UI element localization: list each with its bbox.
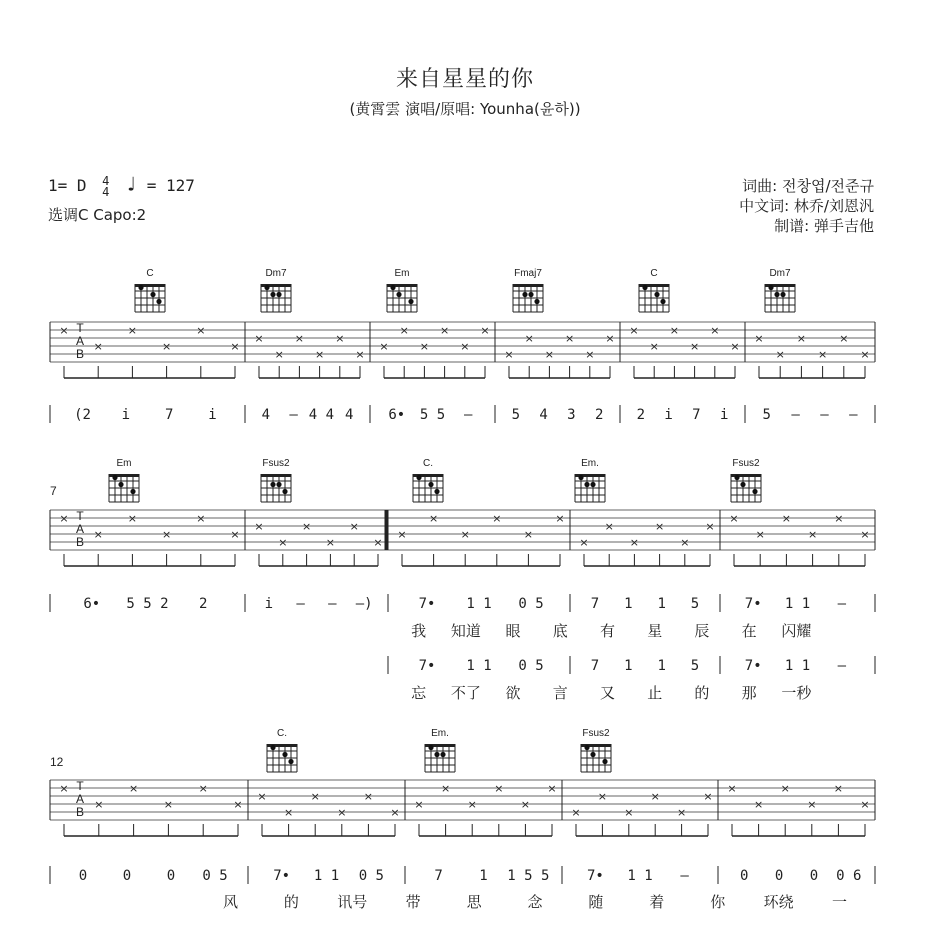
sys3-line1-lyric: 讯号 — [337, 893, 368, 911]
tab-note-x: × — [233, 798, 243, 811]
tab-note-x: × — [335, 332, 345, 345]
tab-note-x: × — [161, 340, 172, 353]
chord-diagram-20 — [267, 728, 297, 772]
chord-diagram-3 — [513, 268, 543, 312]
sys1-jianpu-note: 7 — [164, 407, 174, 423]
chord-diagram-0 — [135, 268, 165, 312]
tab-note-x: × — [605, 332, 615, 345]
tab-note-x: × — [301, 520, 312, 533]
tempo-value: = 127 — [146, 176, 195, 195]
tab-note-x: × — [649, 340, 659, 353]
chord-finger-dot — [654, 292, 659, 297]
tab-note-x: × — [520, 798, 531, 811]
tab-note-x: × — [440, 782, 451, 795]
tab-note-x: × — [781, 512, 792, 525]
sys1-jianpu-note: i — [121, 407, 131, 423]
sys2-line2-lyric: 一秒 — [781, 684, 812, 702]
chord-diagram-14 — [731, 458, 761, 502]
sys2-line1-lyric: 有 — [599, 622, 616, 640]
tab-note-x: × — [834, 512, 844, 525]
sys2-b-jianpu-note: – — [837, 658, 847, 674]
tab-note-x: × — [349, 520, 359, 533]
tab-note-x: × — [650, 790, 660, 803]
chord-finger-dot — [434, 489, 439, 494]
sys2-jianpu-note: 2 — [198, 596, 208, 612]
tab-note-x: × — [689, 340, 700, 353]
tab-note-x: × — [504, 348, 514, 361]
chord-name: Em. — [431, 728, 449, 739]
chord-name: Em — [394, 268, 410, 279]
tab-clef-letter: T — [76, 779, 84, 793]
sys3-jianpu-note: 0 — [739, 868, 749, 884]
tab-note-x: × — [669, 324, 680, 337]
tab-note-x: × — [807, 798, 817, 811]
sys1-jianpu-note: 4 — [344, 407, 354, 423]
sys2-b-jianpu-note: 7• — [418, 658, 436, 674]
tab-note-x: × — [230, 340, 240, 353]
sys3-line1-lyric: 环绕 — [763, 893, 794, 911]
tab-note-x: × — [254, 520, 264, 533]
sys3-jianpu-note: 7 — [434, 868, 443, 884]
sys3-tab-staff — [50, 779, 875, 836]
time-top: 4 — [102, 173, 110, 188]
sys1-jianpu-note: 5 5 — [419, 407, 446, 423]
chord-finger-dot — [390, 285, 395, 290]
chord-finger-dot — [428, 482, 433, 487]
tab-note-x: × — [254, 332, 264, 345]
tab-note-x: × — [654, 520, 665, 533]
sys2-jianpu-note: 5 5 2 — [126, 596, 169, 612]
sys2-jianpu-note: 1 — [657, 596, 666, 612]
chord-finger-dot — [264, 285, 269, 290]
tab-note-x: × — [754, 332, 764, 345]
chord-finger-dot — [276, 292, 281, 297]
tab-note-x: × — [460, 528, 470, 541]
sys2-line1-lyric: 我 — [411, 622, 427, 640]
tab-note-x: × — [373, 536, 383, 549]
sys2-tab-staff — [50, 509, 875, 566]
sys1-jianpu-note: – — [820, 407, 829, 423]
sys2-line2-lyric: 的 — [694, 684, 710, 702]
tab-note-x: × — [727, 782, 737, 795]
tab-note-x: × — [796, 332, 807, 345]
tab-note-x: × — [597, 790, 608, 803]
chord-finger-dot — [584, 482, 589, 487]
sys2-b-jianpu-note: 1 1 — [784, 658, 811, 674]
sys1-jianpu-note: 3 — [567, 407, 576, 423]
sys2-line2-lyric: 那 — [741, 684, 757, 702]
tab-note-x: × — [564, 332, 575, 345]
sys3-jianpu-note: 0 — [78, 868, 88, 884]
tab-note-x: × — [579, 536, 589, 549]
sys2-line2-lyric: 欲 — [505, 684, 521, 702]
chord-diagram-12 — [413, 458, 443, 502]
chord-name: Fsus2 — [582, 728, 610, 739]
tab-note-x: × — [59, 782, 69, 795]
tab-note-x: × — [163, 798, 174, 811]
quarter-note-icon: ♩ — [125, 172, 138, 196]
sys2-b-jianpu-note: 7• — [744, 658, 762, 674]
sys3-line1-lyric: 风 — [222, 893, 238, 911]
tab-note-x: × — [604, 520, 614, 533]
tab-note-x: × — [325, 536, 336, 549]
chord-diagram-21 — [425, 728, 455, 772]
tab-note-x: × — [860, 348, 870, 361]
sys1-jianpu-note: 2 — [636, 407, 646, 423]
sys2-jianpu-note: 0 5 — [518, 596, 544, 612]
tab-note-x: × — [817, 348, 828, 361]
tab-note-x: × — [128, 782, 139, 795]
chord-finger-dot — [270, 745, 275, 750]
sys2-jianpu-note: 1 1 — [466, 596, 492, 612]
chord-finger-dot — [528, 292, 533, 297]
chord-finger-dot — [584, 745, 589, 750]
tab-note-x: × — [833, 782, 844, 795]
sys3-jianpu-note: 1 5 5 — [507, 868, 550, 884]
sys3-jianpu-note: 7• — [586, 868, 604, 884]
sys1-jianpu-note: i — [664, 407, 673, 423]
tab-note-x: × — [127, 512, 138, 525]
chord-finger-dot — [130, 489, 135, 494]
tab-note-x: × — [460, 340, 470, 353]
tab-note-x: × — [59, 512, 69, 525]
tab-note-x: × — [703, 790, 713, 803]
chord-finger-dot — [522, 292, 527, 297]
chord-diagram-4 — [639, 268, 669, 312]
chord-diagram-13 — [575, 458, 605, 502]
sys2-b-jianpu-note: 1 1 — [466, 658, 492, 674]
tab-note-x: × — [523, 528, 534, 541]
chord-name: C. — [423, 458, 433, 469]
tab-note-x: × — [274, 348, 284, 361]
sys2-line1-lyric: 眼 — [505, 622, 521, 640]
sys2-line2-lyric: 止 — [647, 684, 663, 702]
tab-note-x: × — [729, 512, 739, 525]
sys1-jianpu-note: 4 — [261, 407, 271, 423]
tab-note-x: × — [860, 528, 870, 541]
tab-note-x: × — [283, 806, 294, 819]
tab-note-x: × — [492, 512, 502, 525]
tab-note-x: × — [363, 790, 374, 803]
capo-info: 选调C Capo:2 — [48, 206, 147, 224]
chord-finger-dot — [602, 759, 607, 764]
key-signature: 1= D — [48, 176, 87, 195]
tab-note-x: × — [710, 324, 720, 337]
tab-note-x: × — [439, 324, 450, 337]
time-bottom: 4 — [102, 184, 110, 199]
sys3-jianpu-note: 0 6 — [836, 868, 862, 884]
chord-finger-dot — [282, 489, 287, 494]
tab-note-x: × — [399, 324, 409, 337]
sys1-jianpu-note: – — [791, 407, 800, 423]
tab-note-x: × — [753, 798, 764, 811]
sys2-line1-lyric: 辰 — [694, 622, 710, 640]
chord-finger-dot — [734, 475, 739, 480]
chord-diagram-2 — [387, 268, 417, 312]
chord-diagram-11 — [261, 458, 291, 502]
credit-chinese-lyrics: 中文词: 林乔/刘恩汎 — [739, 197, 874, 215]
sys3-jianpu-note: 0 5 — [358, 868, 385, 884]
measure-number-12: 12 — [50, 755, 64, 769]
chord-nut — [513, 284, 543, 287]
tab-note-x: × — [428, 512, 439, 525]
tab-note-x: × — [480, 324, 490, 337]
tab-note-x: × — [93, 340, 103, 353]
sys2-b-jianpu-note: 7 — [590, 658, 600, 674]
chord-diagram-10 — [109, 458, 139, 502]
sys3-line1-lyric: 你 — [710, 893, 726, 911]
tab-note-x: × — [196, 512, 206, 525]
tab-note-x: × — [629, 324, 639, 337]
tab-clef-letter: A — [75, 792, 85, 806]
chord-finger-dot — [578, 475, 583, 480]
chord-diagram-5 — [765, 268, 795, 312]
sys3-jianpu-note: 0 — [774, 868, 784, 884]
sys2-jianpu-note: 7• — [744, 596, 762, 612]
sys1-jianpu-note: – — [289, 407, 298, 423]
tab-note-x: × — [839, 332, 849, 345]
sys1-jianpu-note: 4 4 — [308, 407, 335, 423]
sys3-line1-lyric: 的 — [283, 893, 299, 911]
chord-finger-dot — [590, 752, 595, 757]
sys1-jianpu-note: i — [208, 407, 217, 423]
tab-note-x: × — [161, 528, 172, 541]
tab-clef-letter: B — [75, 535, 85, 549]
sys1-jianpu-note: 5 — [511, 407, 521, 423]
sys3-jianpu-note: 0 — [809, 868, 819, 884]
sys3-jianpu-note: 0 — [166, 868, 176, 884]
tab-clef-letter: T — [76, 509, 84, 523]
chord-name: Dm7 — [265, 268, 287, 279]
tab-note-x: × — [680, 536, 690, 549]
tab-note-x: × — [294, 332, 305, 345]
chord-finger-dot — [282, 752, 287, 757]
sys3-line1-lyric: 一 — [832, 893, 848, 911]
chord-finger-dot — [428, 745, 433, 750]
sys3-jianpu-note: 7• — [273, 868, 291, 884]
chord-finger-dot — [288, 759, 293, 764]
chord-finger-dot — [768, 285, 773, 290]
sys2-jianpu-note: – — [837, 596, 847, 612]
sys1-jianpu-note: 7 — [692, 407, 701, 423]
tab-note-x: × — [494, 782, 504, 795]
tab-note-x: × — [705, 520, 715, 533]
sys2-line2-lyric: 不了 — [450, 684, 481, 702]
tab-note-x: × — [544, 348, 555, 361]
sys2-line1-lyric: 闪耀 — [781, 622, 812, 640]
sys3-line1-lyric: 念 — [527, 893, 543, 911]
sys1-tab-staff — [50, 321, 875, 378]
chord-name: Em. — [581, 458, 599, 469]
sys2-jianpu-note: – — [296, 596, 305, 612]
tab-note-x: × — [355, 348, 365, 361]
sys3-jianpu-note: 0 5 — [202, 868, 228, 884]
sys2-jianpu-note: 7 — [590, 596, 600, 612]
tab-note-x: × — [196, 324, 206, 337]
chord-finger-dot — [416, 475, 421, 480]
tab-note-x: × — [524, 332, 534, 345]
chord-finger-dot — [774, 292, 779, 297]
tab-note-x: × — [585, 348, 595, 361]
credit-lyrics-music: 词曲: 전창엽/전준규 — [742, 177, 874, 195]
chord-name: Dm7 — [769, 268, 791, 279]
tab-note-x: × — [676, 806, 687, 819]
song-subtitle: (黄霄雲 演唱/原唱: Younha(윤하)) — [349, 100, 581, 118]
sys3-jianpu-note: – — [680, 868, 689, 884]
sys1-jianpu-note: i — [719, 407, 729, 423]
sys2-line1-lyric: 底 — [552, 622, 568, 640]
sys2-jianpu-note: 6• — [83, 596, 101, 612]
chord-diagram-1 — [261, 268, 291, 312]
chord-finger-dot — [534, 299, 539, 304]
chord-diagram-22 — [581, 728, 611, 772]
sys1-jianpu-note: (2 — [74, 407, 91, 423]
tab-note-x: × — [555, 512, 565, 525]
chord-finger-dot — [270, 292, 275, 297]
tab-clef-letter: A — [75, 334, 85, 348]
sys3-jianpu-note: 1 1 — [313, 868, 340, 884]
chord-name: Fmaj7 — [514, 268, 542, 279]
chord-finger-dot — [118, 482, 123, 487]
chord-finger-dot — [396, 292, 401, 297]
sys2-line1-lyric: 星 — [647, 622, 663, 640]
tab-note-x: × — [94, 798, 104, 811]
chord-name: Fsus2 — [262, 458, 290, 469]
chord-name: C — [146, 268, 154, 279]
tab-note-x: × — [780, 782, 790, 795]
sys2-b-jianpu-note: 1 — [657, 658, 666, 674]
chord-finger-dot — [150, 292, 155, 297]
tab-note-x: × — [547, 782, 557, 795]
sys3-jianpu-note: 1 — [479, 868, 488, 884]
chord-name: C. — [277, 728, 287, 739]
sys3-jianpu-note: 0 — [122, 868, 132, 884]
sys1-jianpu-note: – — [849, 407, 858, 423]
tab-note-x: × — [571, 806, 581, 819]
chord-finger-dot — [660, 299, 665, 304]
sys2-b-jianpu-note: 0 5 — [518, 658, 544, 674]
sys2-line1-lyric: 在 — [741, 622, 757, 640]
tab-note-x: × — [775, 348, 785, 361]
tab-note-x: × — [629, 536, 640, 549]
tab-clef-letter: B — [75, 805, 85, 819]
sys2-line2-lyric: 又 — [599, 684, 616, 702]
tab-note-x: × — [467, 798, 477, 811]
tab-clef-letter: B — [75, 347, 85, 361]
chord-finger-dot — [434, 752, 439, 757]
sys2-jianpu-note: – — [328, 596, 337, 612]
chord-finger-dot — [276, 482, 281, 487]
credit-transcriber: 制谱: 弹手吉他 — [774, 217, 874, 235]
sys1-jianpu-note: 5 — [762, 407, 771, 423]
tab-clef-letter: A — [75, 522, 85, 536]
sys2-b-jianpu-note: 5 — [690, 658, 700, 674]
tab-note-x: × — [278, 536, 288, 549]
sys2-jianpu-note: 1 — [624, 596, 633, 612]
sys2-line1-lyric: 知道 — [450, 622, 481, 640]
tab-note-x: × — [314, 348, 325, 361]
tab-note-x: × — [860, 798, 870, 811]
tab-note-x: × — [419, 340, 430, 353]
sys2-jianpu-note: i — [264, 596, 274, 612]
chord-finger-dot — [156, 299, 161, 304]
chord-name: C — [650, 268, 658, 279]
chord-nut — [261, 474, 291, 477]
chord-finger-dot — [740, 482, 745, 487]
song-title: 来自星星的你 — [395, 67, 534, 92]
sys1-jianpu-note: – — [463, 407, 473, 423]
tab-note-x: × — [257, 790, 267, 803]
tab-note-x: × — [397, 528, 407, 541]
chord-finger-dot — [752, 489, 757, 494]
tab-clef-letter: T — [76, 321, 84, 335]
tab-note-x: × — [198, 782, 208, 795]
measure-number-7: 7 — [50, 484, 57, 498]
sys3-line1-lyric: 着 — [649, 893, 665, 911]
tab-note-x: × — [755, 528, 765, 541]
chord-finger-dot — [590, 482, 595, 487]
sys2-b-jianpu-note: 1 — [624, 658, 633, 674]
sys2-jianpu-note: 1 1 — [784, 596, 811, 612]
tab-note-x: × — [414, 798, 424, 811]
sys2-jianpu-note: 7• — [418, 596, 436, 612]
sys2-line2-lyric: 忘 — [411, 684, 427, 702]
chord-finger-dot — [270, 482, 275, 487]
tab-note-x: × — [807, 528, 818, 541]
tab-note-x: × — [730, 340, 740, 353]
chord-finger-dot — [440, 752, 445, 757]
sys1-jianpu-note: 2 — [594, 407, 604, 423]
sys1-jianpu-note: 6• — [388, 407, 406, 423]
chord-finger-dot — [408, 299, 413, 304]
tab-note-x: × — [230, 528, 240, 541]
sys3-jianpu-note: 1 1 — [627, 868, 653, 884]
sys2-line2-lyric: 言 — [552, 684, 568, 702]
chord-finger-dot — [138, 285, 143, 290]
sys3-line1-lyric: 思 — [466, 893, 482, 911]
sys1-jianpu-note: 4 — [539, 407, 548, 423]
tab-note-x: × — [337, 806, 347, 819]
tab-note-x: × — [624, 806, 634, 819]
chord-name: Em — [116, 458, 132, 469]
tab-note-x: × — [379, 340, 389, 353]
tab-note-x: × — [390, 806, 400, 819]
tab-note-x: × — [93, 528, 103, 541]
sys2-jianpu-note: 5 — [690, 596, 700, 612]
sys2-jianpu-note: –) — [355, 596, 373, 612]
tab-note-x: × — [127, 324, 138, 337]
chord-finger-dot — [112, 475, 117, 480]
tab-note-x: × — [310, 790, 320, 803]
chord-name: Fsus2 — [732, 458, 760, 469]
chord-finger-dot — [780, 292, 785, 297]
sys3-line1-lyric: 带 — [405, 893, 421, 911]
tab-note-x: × — [59, 324, 69, 337]
chord-finger-dot — [642, 285, 647, 290]
sys3-line1-lyric: 随 — [588, 893, 604, 911]
